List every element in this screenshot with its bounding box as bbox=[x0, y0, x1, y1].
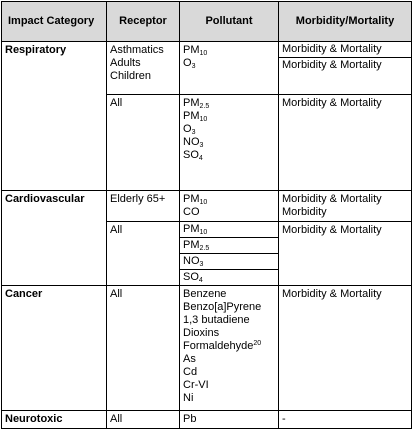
outcome-cell bbox=[279, 191, 412, 222]
header-impact-category: Impact Category bbox=[2, 2, 107, 42]
pollutant-o3: $O_3$ bbox=[183, 57, 196, 70]
outcome-morbidity-mortality: Morbidity & Mortality bbox=[279, 222, 412, 286]
outcome-morbidity-mortality: Morbidity & Mortality bbox=[279, 286, 412, 411]
receptor-all: All bbox=[107, 222, 180, 286]
receptor-all: All bbox=[107, 286, 180, 411]
receptor-elderly: Elderly 65+ bbox=[107, 191, 180, 222]
pollutant-dioxins: Dioxins bbox=[183, 327, 220, 339]
pollutant-cr-vi: Cr-VI bbox=[183, 379, 209, 391]
outcome-morbidity-mortality: Morbidity & Mortality bbox=[279, 95, 412, 191]
outcome-morbidity: Morbidity bbox=[282, 206, 327, 218]
category-cancer: Cancer bbox=[2, 286, 107, 411]
header-row bbox=[2, 2, 412, 42]
pollutant-cell bbox=[180, 42, 279, 95]
outcome-morbidity-mortality: Morbidity & Mortality bbox=[282, 59, 382, 71]
pollutant-benzo-a-pyrene: Benzo[a]Pyrene bbox=[183, 301, 262, 313]
pollutant-butadiene: 1,3 butadiene bbox=[183, 314, 250, 326]
pollutant-o3: $O_3$ bbox=[183, 123, 196, 136]
pollutant-so4: $SO_4$ bbox=[183, 149, 203, 162]
table-row bbox=[2, 286, 412, 411]
outcome-morbidity-mortality: Morbidity & Mortality bbox=[282, 193, 382, 205]
pollutant-no3: $NO_3$ bbox=[183, 136, 204, 149]
receptor-adults: Adults bbox=[110, 57, 141, 69]
pollutant-pm10: $PM_{10}$ bbox=[183, 193, 208, 206]
pollutant-so4: $SO_4$ bbox=[180, 270, 279, 286]
outcome-none: - bbox=[279, 411, 412, 429]
header-receptor: Receptor bbox=[107, 2, 180, 42]
header-pollutant: Pollutant bbox=[180, 2, 279, 42]
pollutant-pm25: $PM_{2.5}$ bbox=[183, 97, 210, 110]
pollutant-cell bbox=[180, 95, 279, 191]
receptor-all: All bbox=[107, 411, 180, 429]
pollutant-pm10: $PM_{10}$ bbox=[183, 110, 208, 123]
table-row bbox=[2, 411, 412, 429]
receptor-children: Children bbox=[110, 70, 151, 82]
outcome-morbidity-mortality: Morbidity & Mortality bbox=[279, 42, 411, 58]
pollutant-ni: Ni bbox=[183, 392, 194, 404]
pollutant-cell bbox=[180, 286, 279, 411]
pollutant-cell bbox=[180, 191, 279, 222]
category-cardiovascular: Cardiovascular bbox=[2, 191, 107, 286]
pollutant-no3: $NO_3$ bbox=[180, 254, 279, 270]
category-respiratory: Respiratory bbox=[2, 42, 107, 191]
pollutant-pm25: $PM_{2.5}$ bbox=[180, 238, 279, 254]
pollutant-co: CO bbox=[183, 206, 200, 218]
pollutant-formaldehyde: Formaldehyde$^{20}$ bbox=[183, 340, 262, 352]
header-morbidity-mortality: Morbidity/Mortality bbox=[279, 2, 412, 42]
outcome-cell bbox=[279, 42, 412, 95]
pollutant-benzene: Benzene bbox=[183, 288, 227, 300]
table-row bbox=[2, 42, 412, 95]
footnote-marker: 20 bbox=[253, 340, 262, 347]
table-row bbox=[2, 191, 412, 222]
category-neurotoxic: Neurotoxic bbox=[2, 411, 107, 429]
receptor-asthmatics: Asthmatics bbox=[110, 44, 164, 56]
receptor-all: All bbox=[107, 95, 180, 191]
health-impact-table bbox=[1, 1, 412, 429]
pollutant-as: As bbox=[183, 353, 196, 365]
pollutant-pb: Pb bbox=[180, 411, 279, 429]
pollutant-cd: Cd bbox=[183, 366, 198, 378]
receptor-cell bbox=[107, 42, 180, 95]
pollutant-pm10: $PM_{10}$ bbox=[180, 222, 279, 238]
pollutant-pm10: $PM_{10}$ bbox=[183, 44, 208, 57]
